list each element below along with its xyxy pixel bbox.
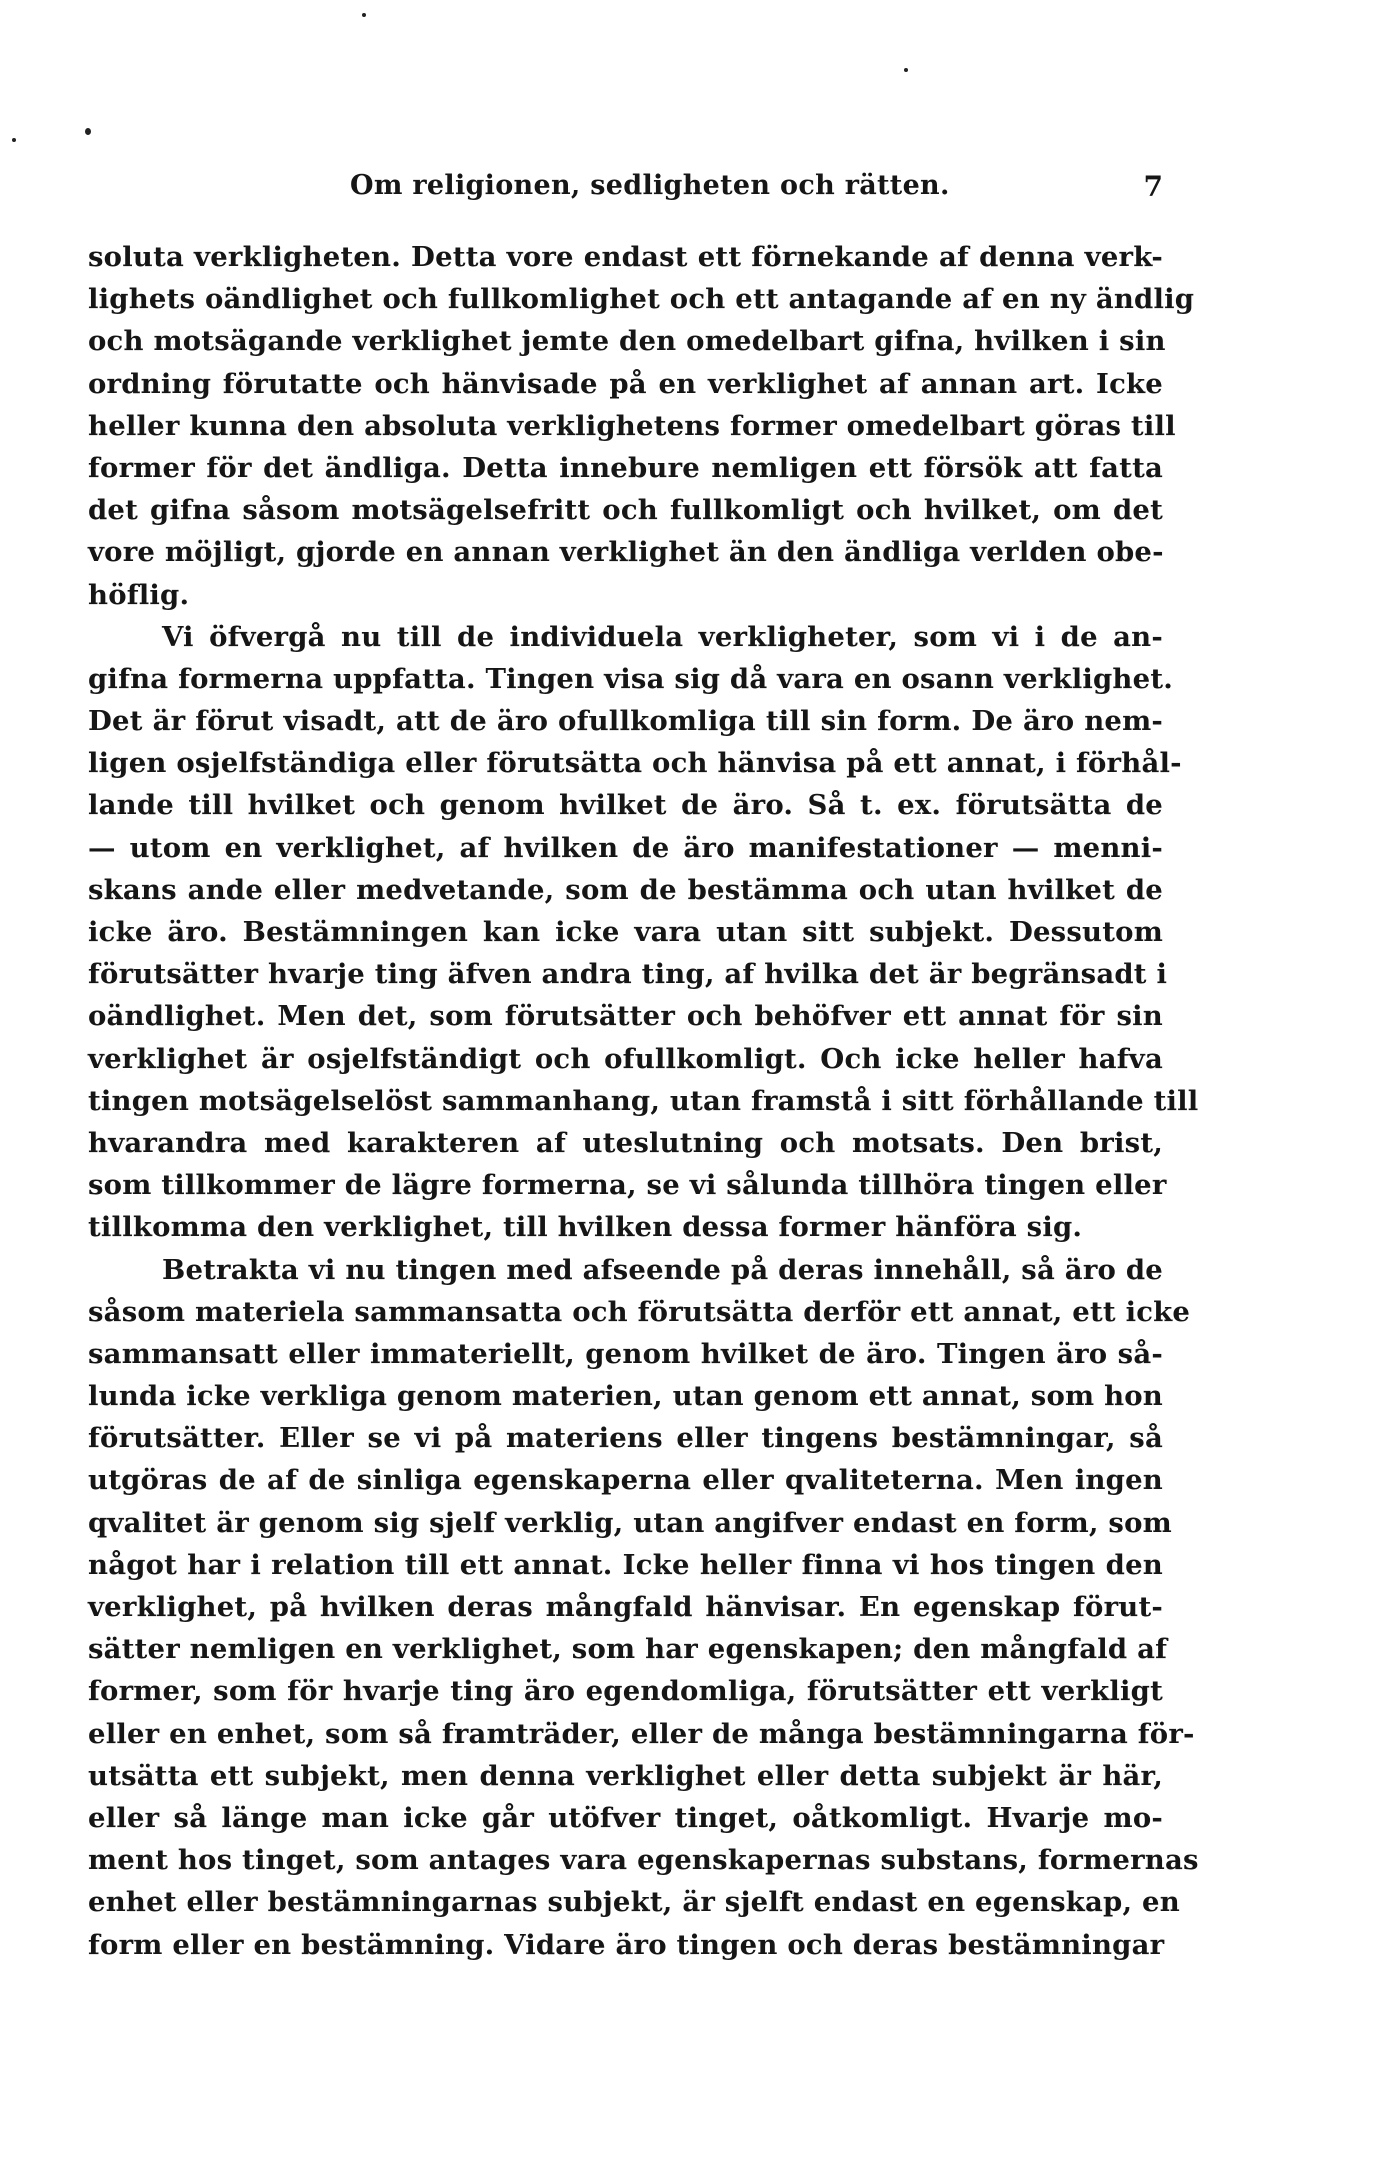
- text-line: qvalitet är genom sig sjelf verklig, utan angifver endast en form, som: [88, 1506, 1172, 1539]
- text-line: — utom en verklighet, af hvilken de äro manifestationer — menni-: [88, 831, 1163, 864]
- text-line: förutsätter. Eller se vi på materiens eller tingens bestämningar, så: [88, 1422, 1163, 1455]
- text-line: sammansatt eller immateriellt, genom hvilket de äro. Tingen äro så-: [88, 1337, 1163, 1370]
- ink-speck: [904, 68, 908, 72]
- text-line: lighets oändlighet och fullkomlighet och ett antagande af en ny ändlig: [88, 283, 1195, 316]
- page-number: 7: [1143, 170, 1163, 203]
- text-line: Det är förut visadt, att de äro ofullkomliga till sin form. De äro nem-: [88, 705, 1163, 738]
- ink-speck: [12, 138, 16, 142]
- text-line: sätter nemligen en verklighet, som har egenskapen; den mångfald af: [88, 1633, 1168, 1666]
- text-line: icke äro. Bestämningen kan icke vara utan sitt subjekt. Dessutom: [88, 916, 1163, 948]
- text-line: gifna formerna uppfatta. Tingen visa sig då vara en osann verklighet.: [88, 662, 1173, 695]
- text-line: soluta verkligheten. Detta vore endast ett förnekande af denna verk-: [88, 241, 1163, 273]
- text-line: Betrakta vi nu tingen med afseende på deras innehåll, så äro de: [162, 1253, 1163, 1286]
- running-title: Om religionen, sedligheten och rätten.: [350, 170, 950, 201]
- ink-speck: [362, 13, 366, 17]
- text-line: vore möjligt, gjorde en annan verklighet än den ändliga verlden obe-: [88, 536, 1164, 569]
- text-line: skans ande eller medvetande, som de bestämma och utan hvilket de: [88, 873, 1163, 906]
- text-line: form eller en bestämning. Vidare äro tingen och deras bestämningar: [88, 1928, 1165, 1961]
- text-line: något har i relation till ett annat. Icke heller finna vi hos tingen den: [88, 1548, 1163, 1581]
- text-line: verklighet, på hvilken deras mångfald hänvisar. En egenskap förut-: [88, 1591, 1163, 1623]
- text-line: höflig.: [88, 578, 190, 611]
- text-line: tingen motsägelselöst sammanhang, utan framstå i sitt förhållande till: [88, 1084, 1199, 1117]
- text-line: eller så länge man icke går utöfver tinget, oåtkomligt. Hvarje mo-: [88, 1801, 1163, 1834]
- text-line: utgöras de af de sinliga egenskaperna eller qvaliteterna. Men ingen: [88, 1464, 1163, 1497]
- text-line: former, som för hvarje ting äro egendomliga, förutsätter ett verkligt: [88, 1675, 1163, 1708]
- body-text: [88, 236, 1199, 1966]
- text-line: som tillkommer de lägre formerna, se vi sålunda tillhöra tingen eller: [88, 1169, 1167, 1202]
- text-line: enhet eller bestämningarnas subjekt, är sjelft endast en egenskap, en: [88, 1886, 1180, 1919]
- text-line: lande till hvilket och genom hvilket de äro. Så t. ex. förutsätta de: [88, 789, 1163, 822]
- text-line: det gifna såsom motsägelsefritt och fullkomligt och hvilket, om det: [88, 494, 1163, 527]
- text-line: eller en enhet, som så framträder, eller de många bestämningarna för-: [88, 1717, 1195, 1750]
- text-line: lunda icke verkliga genom materien, utan genom ett annat, som hon: [88, 1380, 1163, 1413]
- text-line: tillkomma den verklighet, till hvilken dessa former hänföra sig.: [88, 1211, 1083, 1244]
- text-line: såsom materiela sammansatta och förutsätta derför ett annat, ett icke: [88, 1295, 1191, 1328]
- ink-speck: [85, 128, 91, 135]
- text-line: heller kunna den absoluta verklighetens former omedelbart göras till: [88, 409, 1176, 442]
- text-line: och motsägande verklighet jemte den omedelbart gifna, hvilken i sin: [88, 325, 1166, 358]
- text-line: utsätta ett subjekt, men denna verklighet eller detta subjekt är här,: [88, 1759, 1163, 1792]
- text-line: former för det ändliga. Detta innebure nemligen ett försök att fatta: [88, 451, 1163, 484]
- text-line: förutsätter hvarje ting äfven andra ting, af hvilka det är begränsadt i: [88, 958, 1168, 991]
- text-line: oändlighet. Men det, som förutsätter och behöfver ett annat för sin: [88, 1000, 1163, 1033]
- text-line: ordning förutatte och hänvisade på en verklighet af annan art. Icke: [88, 367, 1163, 400]
- text-line: hvarandra med karakteren af uteslutning och motsats. Den brist,: [88, 1126, 1163, 1159]
- running-header: [88, 170, 1163, 214]
- text-line: ligen osjelfständiga eller förutsätta och hänvisa på ett annat, i förhål-: [88, 747, 1182, 780]
- text-line: verklighet är osjelfständigt och ofullkomligt. Och icke heller hafva: [88, 1042, 1163, 1075]
- text-line: ment hos tinget, som antages vara egenskapernas substans, formernas: [88, 1844, 1199, 1877]
- text-line: Vi öfvergå nu till de individuela verkligheter, som vi i de an-: [162, 620, 1163, 653]
